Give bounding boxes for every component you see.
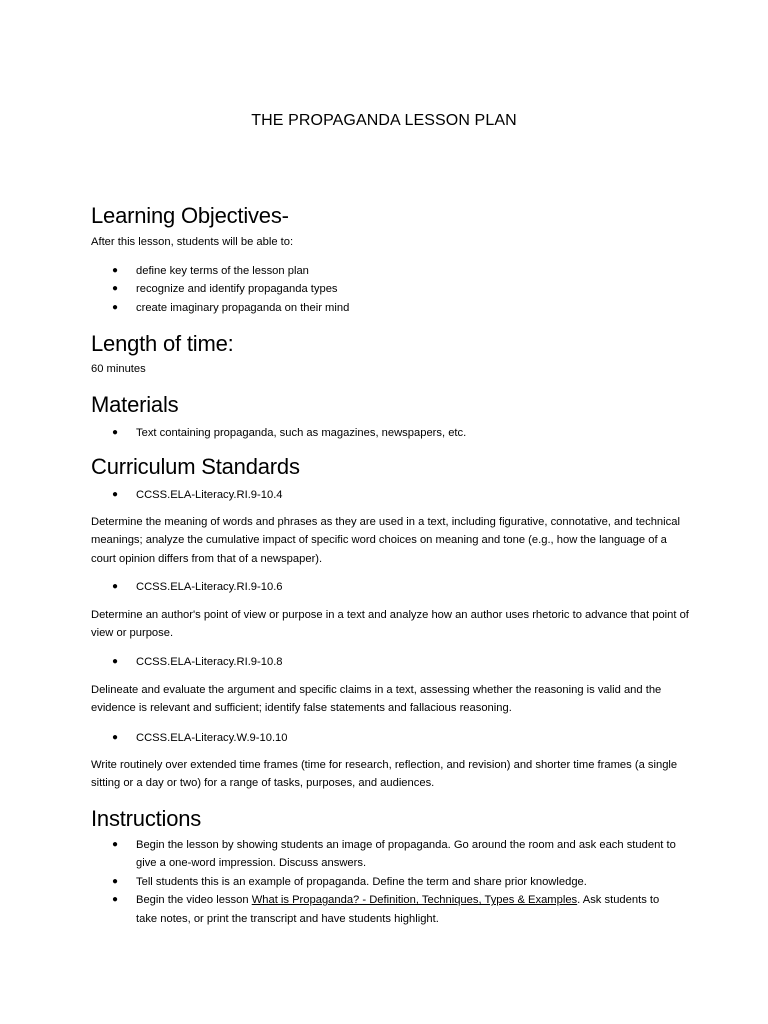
instructions-list [0,836,768,928]
materials-heading: Materials [91,392,179,417]
standard-description: Determine an author's point of view or purpose in a text and analyze how an author uses rhetoric to advance that point of view or purpose. [91,609,689,640]
bullet-icon: ● [112,894,119,906]
standard-code-list [0,578,768,596]
bullet-icon: ● [112,732,119,743]
list-item: ● Begin the lesson by showing students an image of propaganda. Go around the room and ask each student to give a one-word impression. Discuss answers. [0,836,768,873]
bullet-icon: ● [112,875,119,887]
document-title: THE PROPAGANDA LESSON PLAN [251,112,517,129]
video-lesson-item: Begin the video lesson What is Propaganda? - Definition, Techniques, Types & Examples. Ask students to take notes, or print the transcript and have students highlight. [136,894,660,925]
standard-code-list [0,486,768,504]
bullet-icon: ● [112,656,119,667]
bullet-icon: ● [112,301,119,313]
standard-code: ● CCSS.ELA-Literacy.W.9-10.10 [0,729,768,747]
bullet-icon: ● [112,581,119,592]
bullet-icon: ● [112,265,119,276]
list-item [0,891,768,928]
bullet-icon: ● [112,427,119,438]
length-of-time-value: 60 minutes [91,363,146,375]
standard-description: Determine the meaning of words and phrases as they are used in a text, including figurative, connotative, and technical meanings; analyze the cumulative impact of specific word choices on meaning and tone (e.g., how the language of a court opinion differs from that of a newspaper). [91,516,680,565]
video-lesson-link[interactable]: What is Propaganda? - Definition, Techniques, Types & Examples [251,894,578,907]
list-item: ● Text containing propaganda, such as magazines, newspapers, etc. [0,424,768,442]
curriculum-standards-heading: Curriculum Standards [91,454,300,479]
standard-code-list [0,729,768,747]
list-item: ● create imaginary propaganda on their mind [0,299,768,317]
list-item: ● define key terms of the lesson plan [0,262,768,280]
list-item: ● recognize and identify propaganda types [0,280,768,298]
learning-objectives-list [0,262,768,317]
instructions-heading: Instructions [91,806,202,831]
standard-code: ● CCSS.ELA-Literacy.RI.9-10.8 [0,653,768,671]
bullet-icon: ● [112,839,119,850]
materials-list [0,424,768,442]
standard-description: Delineate and evaluate the argument and specific claims in a text, assessing whether the reasoning is valid and the evidence is relevant and sufficient; identify false statements and fallacious reasoning. [91,684,662,715]
bullet-icon: ● [112,489,119,500]
standard-code-list [0,653,768,671]
bullet-icon: ● [112,283,119,295]
standard-code: ● CCSS.ELA-Literacy.RI.9-10.6 [0,578,768,596]
standard-code: ● CCSS.ELA-Literacy.RI.9-10.4 [0,486,768,504]
length-of-time-heading: Length of time: [91,331,234,356]
list-item: ● Tell students this is an example of propaganda. Define the term and share prior knowledge. [0,873,768,891]
learning-objectives-intro: After this lesson, students will be able to: [91,236,294,248]
learning-objectives-heading: Learning Objectives- [91,203,289,228]
standard-description: Write routinely over extended time frames (time for research, reflection, and revision) and shorter time frames (a single sitting or a day or two) for a range of tasks, purposes, and audiences. [91,759,678,790]
